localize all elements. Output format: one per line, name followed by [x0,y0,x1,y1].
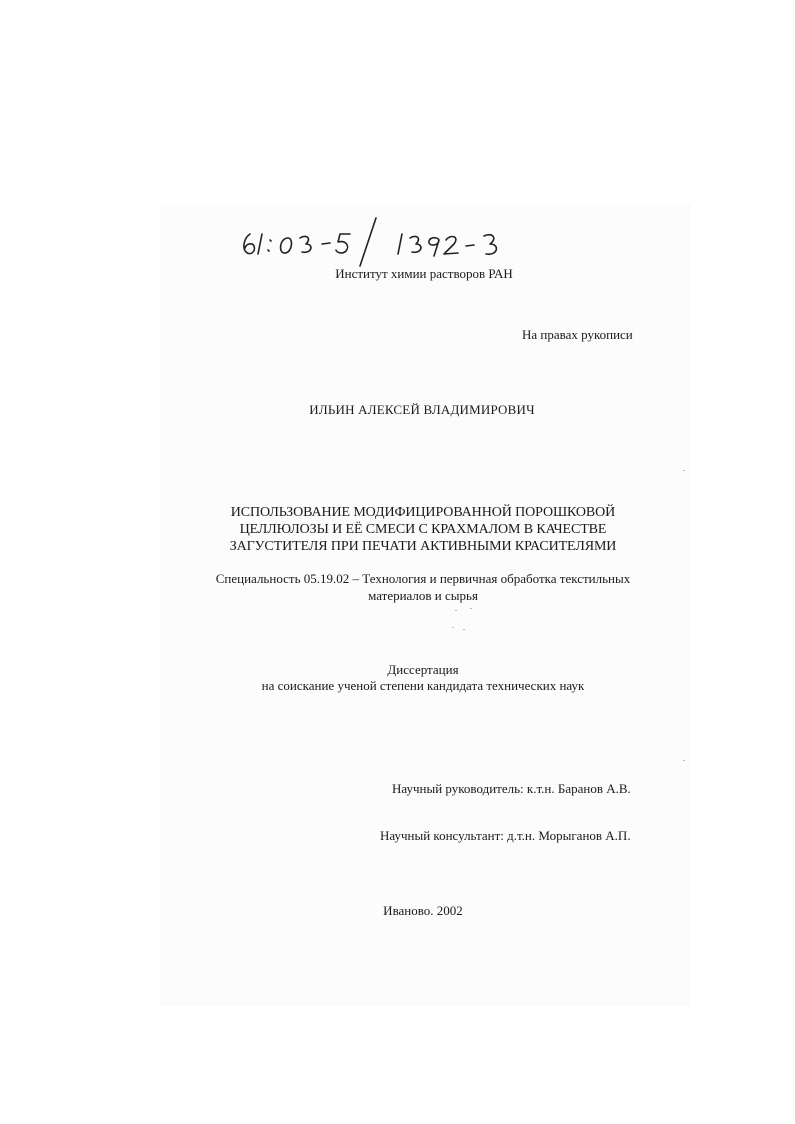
dissertation-type [262,662,585,694]
scientific-consultant: Научный консультант: д.т.н. Морыганов А.П. [380,828,631,843]
specialty-line: Специальность 05.19.02 – Технология и первичная обработка текстильных [215,571,631,586]
specialty [216,570,631,604]
scientific-supervisor: Научный руководитель: к.т.н. Баранов А.В. [392,781,631,796]
handwritten-code-drawing [236,212,506,268]
handwritten-shelf-code [236,212,506,268]
scan-speck [683,760,685,761]
dissertation-line: на соискание ученой степени кандидата технических наук [261,678,585,693]
title-line: ИСПОЛЬЗОВАНИЕ МОДИФИЦИРОВАННОЙ ПОРОШКОВОЙ [230,505,616,520]
institute-name: Институт химии растворов РАН [335,266,513,281]
scan-speck [470,608,472,609]
dissertation-line: Диссертация [387,662,459,677]
scan-speck [683,470,685,471]
title-line: ЗАГУСТИТЕЛЯ ПРИ ПЕЧАТИ АКТИВНЫМИ КРАСИТЕЛЯМИ [229,539,617,554]
specialty-line: материалов и сырья [368,588,478,603]
author-name: ИЛЬИН АЛЕКСЕЙ ВЛАДИМИРОВИЧ [309,402,535,417]
manuscript-note: На правах рукописи [522,327,633,342]
dissertation-title [230,504,617,555]
title-line: ЦЕЛЛЮЛОЗЫ И ЕЁ СМЕСИ С КРАХМАЛОМ В КАЧЕСТВЕ [239,522,607,537]
place-and-year: Иваново. 2002 [383,903,463,918]
document-page [160,205,690,1005]
scan-speck [452,627,454,628]
scan-speck [455,610,457,611]
scan-speck [463,629,465,630]
